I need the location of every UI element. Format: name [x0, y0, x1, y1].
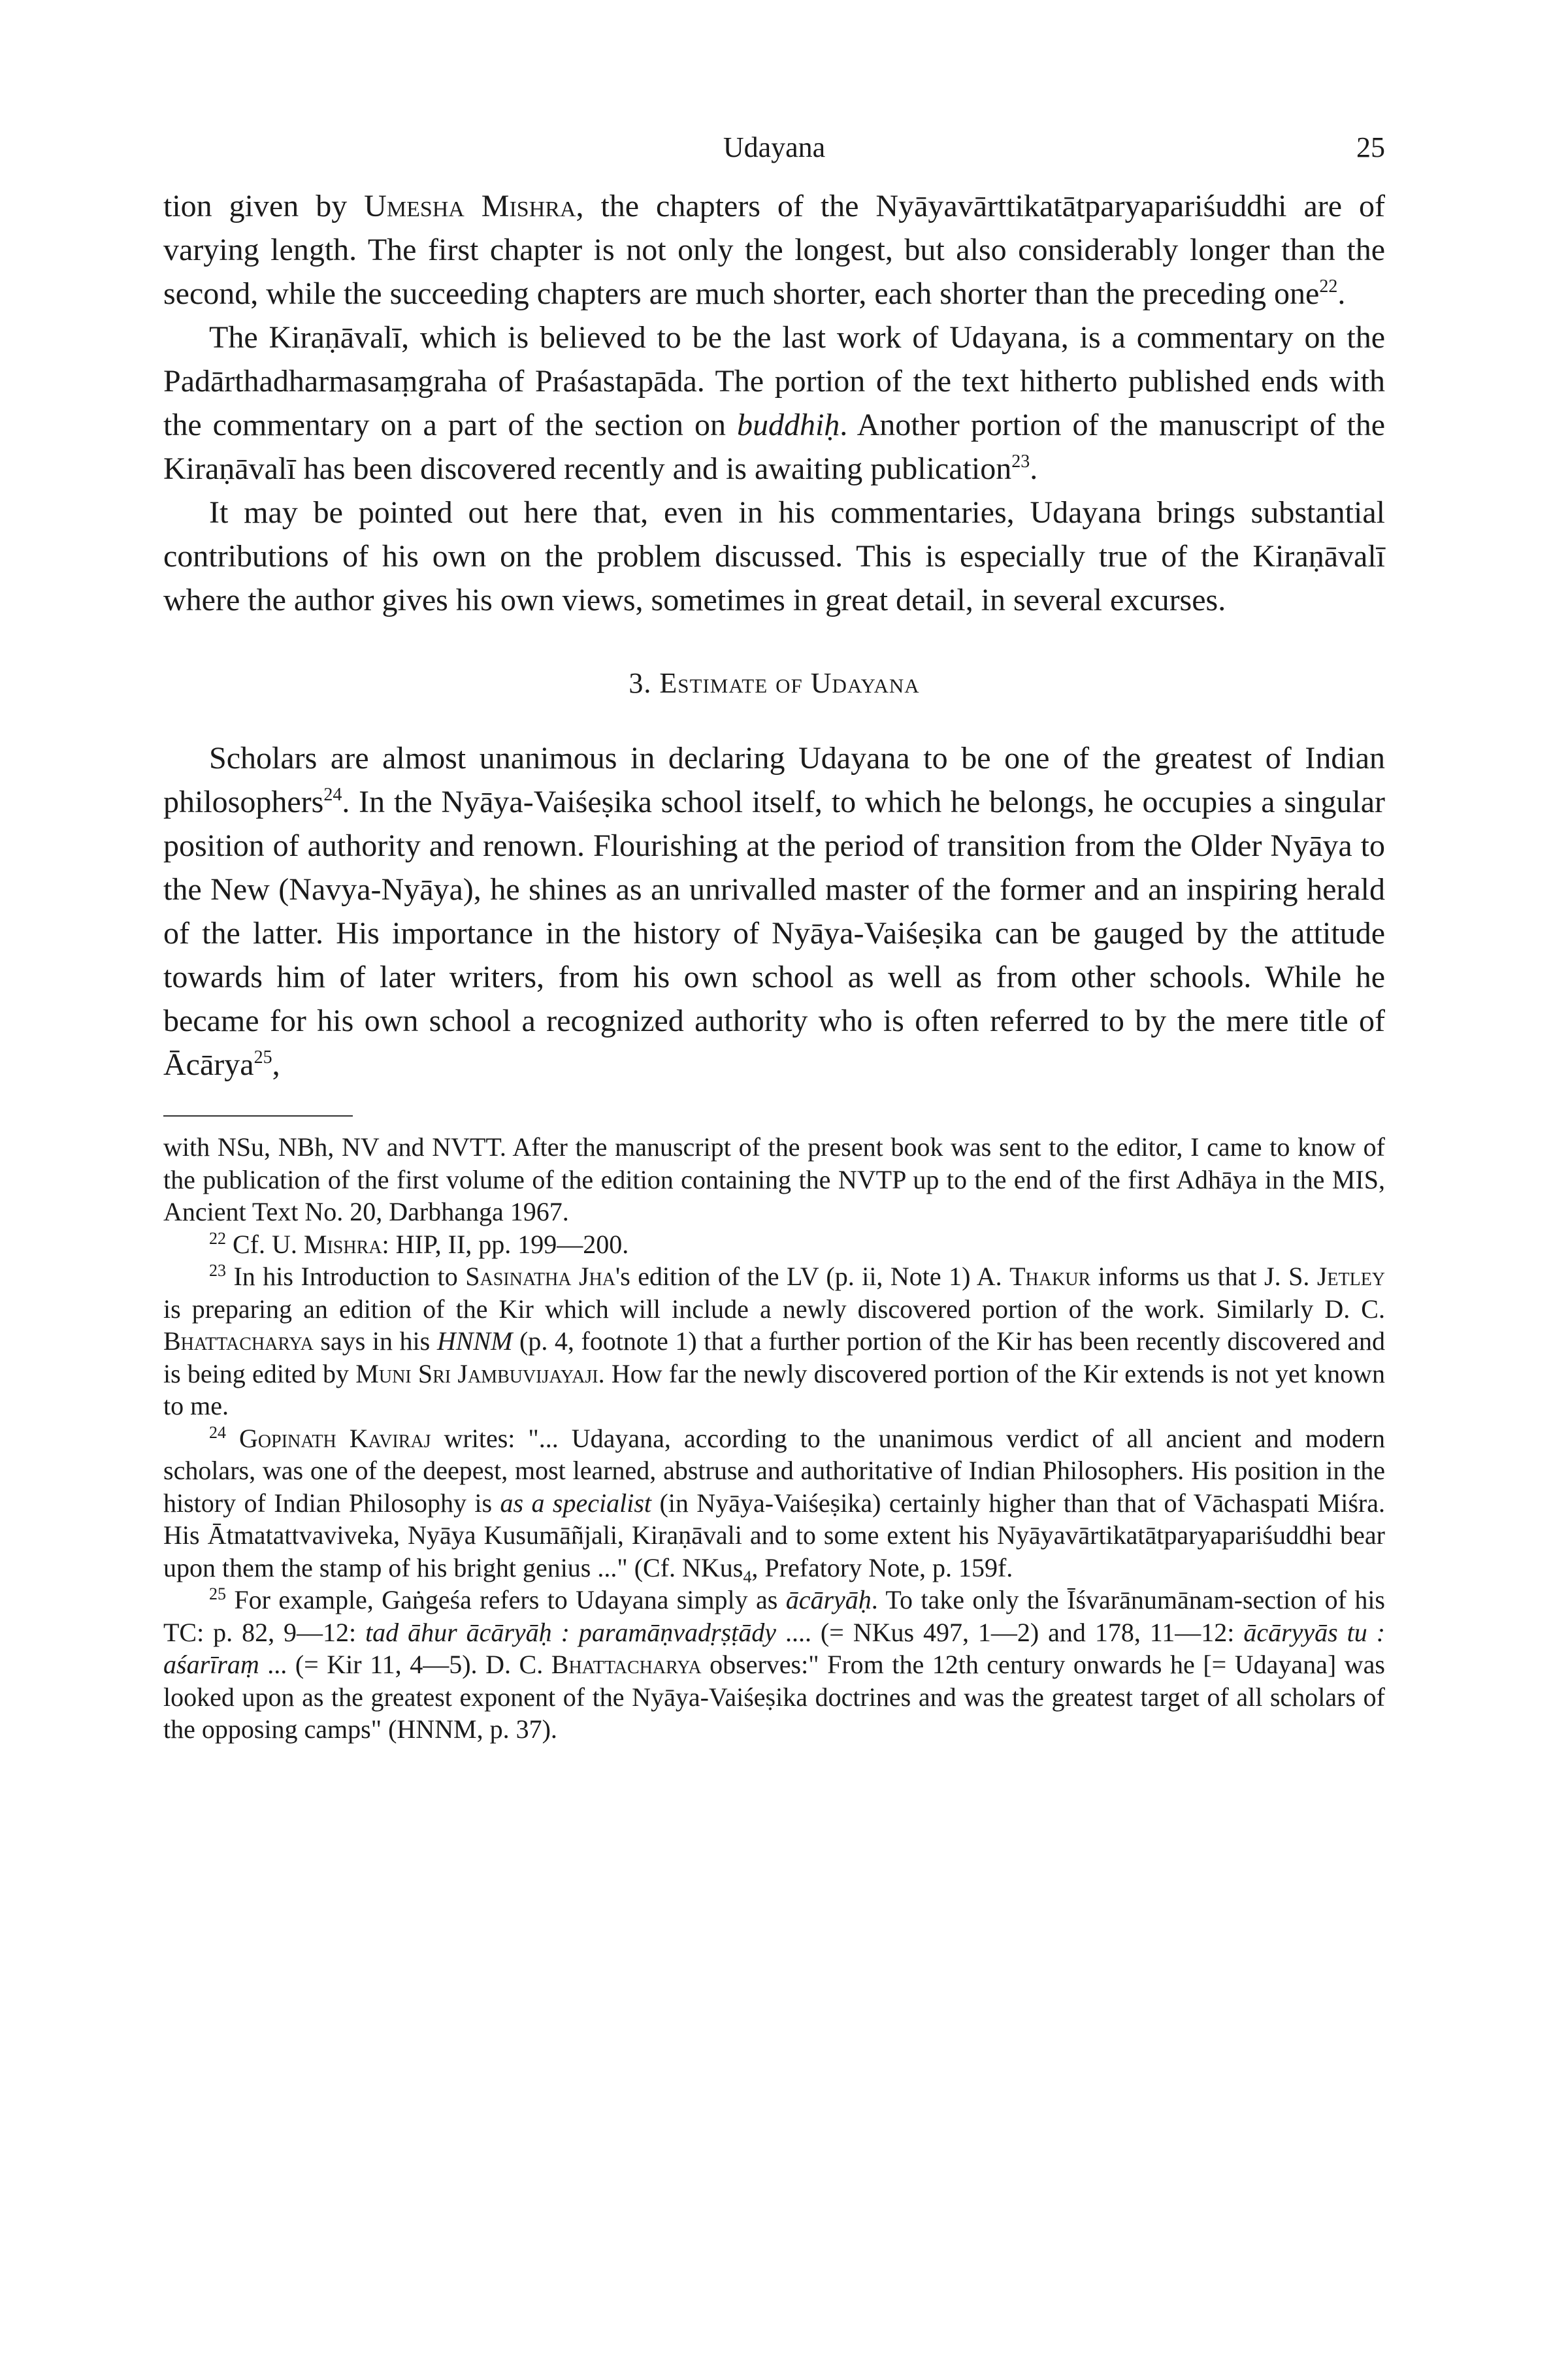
emphasis: ācāryāḥ [785, 1585, 872, 1614]
text-run: tion given by [163, 189, 365, 223]
text-run: . [1337, 276, 1346, 311]
footnote-continuation: with NSu, NBh, NV and NVTT. After the manuscript of the present book was sent to the editor, I came to know of the publication of the first volume of the edition containing the NVTP up to the end of the first Adhāya in the MIS, Ancient Text No. 20, Darbhanga 1967. [163, 1132, 1385, 1226]
text-run: 's edition of the LV (p. ii, Note 1) A. [615, 1262, 1010, 1291]
footnote-divider [163, 1115, 353, 1117]
footnote-ref-22[interactable]: 22 [1319, 276, 1338, 297]
page [163, 131, 1385, 1746]
footnote-number: 24 [209, 1422, 226, 1442]
text-run [226, 1424, 239, 1453]
text-run: , [272, 1047, 280, 1082]
paragraph-1 [163, 184, 1385, 316]
footnote-number: 23 [209, 1261, 226, 1280]
emphasis: ācāryyās tu : aśarīraṃ [163, 1617, 1386, 1679]
text-run: In his Introduction to [226, 1262, 466, 1291]
body-text [163, 184, 1385, 1087]
text-run: For example, Gaṅgeśa refers to Udayana simply as [226, 1585, 786, 1614]
text-run: Scholars are almost unanimous in declaring Udayana to be one of the greatest of Indian philosophers [163, 741, 1385, 819]
text-run: . To take only the Īśvarānumānam-section of his TC: p. 82, 9—12: [163, 1585, 1385, 1647]
section-title: Estimate of Udayana [659, 667, 920, 699]
paragraph-3: It may be pointed out here that, even in his commentaries, Udayana brings substantial contributions of his own on the problem discussed. This is especially true of the Kiraṇāvalī where the author gives his own views, sometimes in great detail, in several excurses. [163, 495, 1385, 617]
text-run: , the chapters of the Nyāyavārttikatātparyapariśuddhi are of varying length. The first chapter is not only the longest, but also considerably longer than the second, while the succeeding chapters are much shorter, each shorter than the preceding one [163, 189, 1385, 311]
text-run: (p. 4, footnote 1) that a further portion of the Kir has been recently discovered and is being edited by [163, 1326, 1385, 1388]
text-run: . How far the newly discovered portion of the Kir extends is not yet known to me. [163, 1358, 1386, 1420]
author-name: Mishra [303, 1229, 382, 1259]
text-run: : HIP, II, pp. 199—200. [382, 1229, 629, 1259]
author-name: Umesha Mishra [364, 189, 576, 223]
emphasis: as a specialist [500, 1488, 652, 1518]
emphasis: HNNM [436, 1326, 513, 1356]
text-run: observes:" From the 12th century onwards he [= Udayana] was looked upon as the greatest exponent of the Nyāya-Vaiśeṣika doctrines and was the greatest target of all scholars of the opposing camps" (HNNM, p. 37). [163, 1650, 1385, 1744]
footnote-25 [163, 1584, 1385, 1746]
author-name: Sasinatha Jha [465, 1262, 616, 1291]
running-title: Udayana [723, 131, 826, 163]
text-run: . Another portion of the manuscript of the Kiraṇāvalī has been discovered recently and is awaiting publication [163, 408, 1386, 486]
subscript: 4 [743, 1567, 752, 1586]
paragraph-4 [163, 736, 1385, 1087]
text-run: , Prefatory Note, p. 159f. [751, 1552, 1013, 1582]
author-name: Bhattacharya [163, 1326, 314, 1356]
text-run: The Kiraṇāvalī, which is believed to be the last work of Udayana, is a commentary on the Padārthadharmasaṃgraha of Praśastapāda. The portion of the text hitherto published ends with the commentary on a part of the section on [163, 320, 1385, 442]
footnotes [163, 1131, 1385, 1746]
running-head [163, 131, 1385, 176]
author-name: Bhattacharya [551, 1650, 702, 1679]
text-run: . [1030, 451, 1038, 486]
emphasis: buddhiḥ [736, 408, 840, 442]
footnote-ref-24[interactable]: 24 [323, 785, 342, 805]
section-heading [163, 666, 1385, 700]
text-run: is preparing an edition of the Kir which will include a newly discovered portion of the work. Similarly D. C. [163, 1294, 1385, 1324]
author-name: Gopinath Kaviraj [239, 1423, 431, 1453]
footnote-number: 25 [209, 1584, 226, 1603]
page-number: 25 [1356, 131, 1385, 163]
text-run: Cf. U. [226, 1229, 304, 1259]
text-run: .... (= NKus 497, 1—2) and 178, 11—12: [776, 1617, 1244, 1647]
footnote-23 [163, 1260, 1385, 1422]
text-run: writes: "... Udayana, according to the unanimous verdict of all ancient and modern scholars, was one of the deepest, most learned, abstruse and authoritative of Indian Philosophers. His position in the history of Indian Philosophy is [163, 1423, 1385, 1518]
footnote-24 [163, 1422, 1385, 1584]
footnote-number: 22 [209, 1228, 226, 1248]
emphasis: tad āhur ācāryāḥ : paramāṇvadṛṣṭādy [365, 1617, 777, 1647]
author-name: Muni Sri Jambuvijayaji [355, 1358, 598, 1388]
text-run: ... (= Kir 11, 4—5). D. C. [259, 1650, 551, 1679]
text-run: informs us that J. S. [1090, 1262, 1317, 1291]
text-run: says in his [313, 1326, 437, 1356]
paragraph-2 [163, 316, 1385, 491]
author-name: Jetley [1316, 1262, 1386, 1291]
footnote-ref-23[interactable]: 23 [1011, 451, 1030, 472]
text-run: . In the Nyāya-Vaiśeṣika school itself, to which he belongs, he occupies a singular position of authority and renown. Flourishing at the period of transition from the Older Nyāya to the New (Navya-Nyāya), he shines as an unrivalled master of the former and an inspiring herald of the latter. His importance in the history of Nyāya-Vaiśeṣika can be gauged by the attitude towards him of later writers, from his own school as well as from other schools. While he became for his own school a recognized authority who is often referred to by the mere title of Ācārya [163, 785, 1385, 1082]
footnote-22 [163, 1228, 1385, 1261]
author-name: Thakur [1009, 1262, 1091, 1291]
footnote-ref-25[interactable]: 25 [253, 1047, 272, 1068]
section-number: 3. [629, 667, 652, 699]
text-run: (in Nyāya-Vaiśeṣika) certainly higher than that of Vāchaspati Miśra. His Ātmatattvaviveka, Nyāya Kusumāñjali, Kiraṇāvali and to some extent his Nyāyavārtikatātparyapariśuddhi bear upon them the stamp of his bright genius ..." (Cf. NKus [163, 1488, 1385, 1582]
